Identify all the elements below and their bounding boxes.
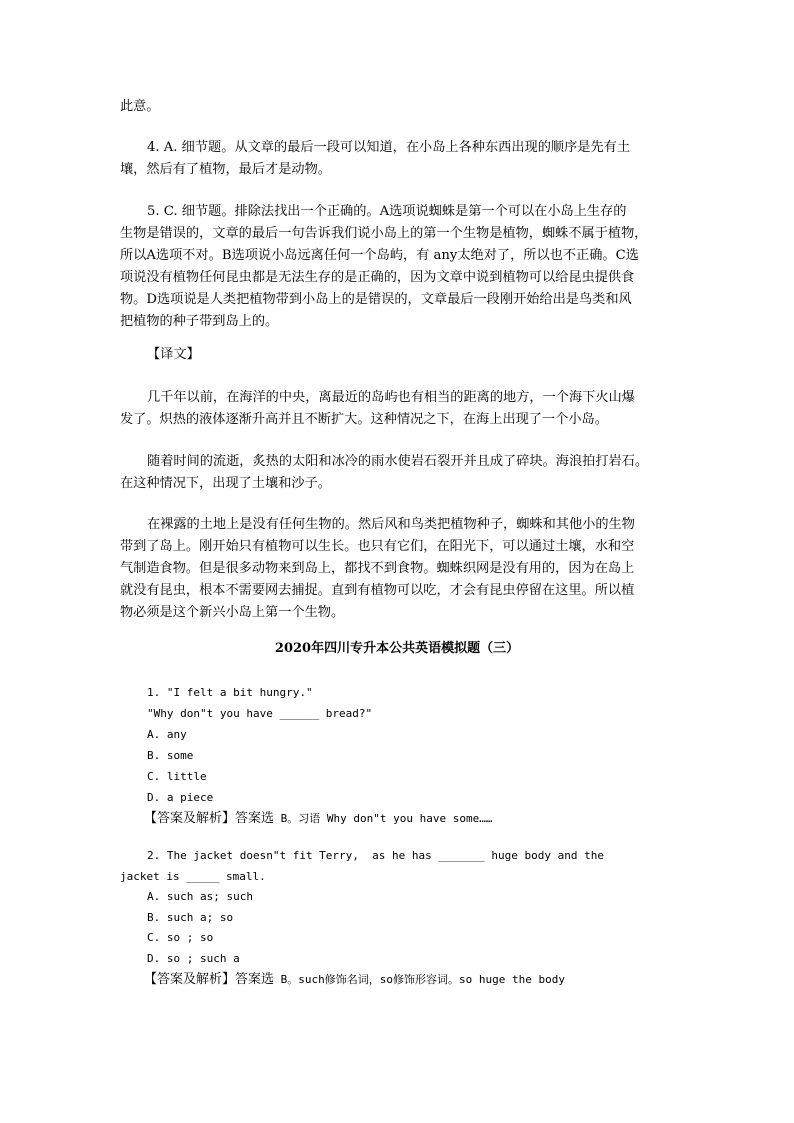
option-b: B. such a; so: [147, 910, 234, 924]
answer-label: 【答案及解析】答案选: [144, 811, 275, 826]
translation-paragraph-2: [120, 451, 676, 495]
option-a: A. any: [147, 728, 187, 741]
translation-line: 在裸露的土地上是没有任何生物的。然后风和鸟类把植物种子，蜘蛛和其他小的生物: [147, 517, 635, 532]
q5-line: 生物是错误的，文章的最后一句告诉我们说小岛上的第一个生物是植物，蜘蛛不属于植物，: [120, 226, 648, 241]
translation-line: 就没有昆虫，根本不需要网去捕捉。直到有植物可以吃，才会有昆虫停留在这里。所以植: [120, 583, 635, 598]
translation-line: 发了。炽热的液体逐渐升高并且不断扩大。这种情况之下，在海上出现了一个小岛。: [120, 412, 608, 427]
translation-line: 在这种情况下，出现了土壤和沙子。: [120, 476, 331, 491]
option-b: B. some: [147, 749, 194, 762]
question-stem: 2. The jacket doesn"t fit Terry, as he has _______ huge body and the: [147, 849, 604, 862]
answer-text: B。such修饰名词，so修饰形容词。so huge the body: [274, 973, 565, 986]
q5-line: 项说没有植物任何昆虫都是无法生存的是正确的，因为文章中说到植物可以给昆虫提供食: [120, 270, 635, 285]
explanation-q4: [120, 137, 676, 181]
option-d: D. a piece: [147, 791, 214, 804]
q5-line: 5. C. 细节题。排除法找出一个正确的。A选项说蜘蛛是第一个可以在小岛上生存的: [147, 204, 627, 219]
explanation-q5: [120, 201, 676, 333]
translation-paragraph-1: [120, 387, 676, 431]
question-1: [120, 682, 676, 829]
question-stem: 1. "I felt a bit hungry.": [147, 686, 313, 699]
option-c: C. so ; so: [147, 931, 214, 944]
option-c: C. little: [147, 770, 207, 783]
question-2: [120, 845, 676, 990]
translation-line: 随着时间的流逝，炙热的太阳和冰冷的雨水使岩石裂开并且成了碎块。海浪拍打岩石。: [147, 454, 649, 469]
q5-line: 把植物的种子带到岛上的。: [120, 314, 279, 329]
translation-line: 几千年以前，在海洋的中央，离最近的岛屿也有相当的距离的地方，一个海下火山爆: [147, 390, 635, 405]
q5-line: 所以A选项不对。B选项说小岛远离任何一个岛屿，有 any太绝对了，所以也不正确。C选: [120, 248, 639, 263]
translation-paragraph-3: [120, 514, 676, 624]
question-stem: jacket is _____ small.: [120, 870, 266, 883]
exam-title: 2020年四川专升本公共英语模拟题（三）: [274, 641, 520, 656]
option-d: D. so ; such a: [147, 951, 240, 965]
translation-heading: 【译文】: [147, 347, 200, 362]
translation-line: 气制造食物。但是很多动物来到岛上，都找不到食物。蜘蛛织网是没有用的，因为在岛上: [120, 561, 635, 576]
intro-tail: 此意。: [120, 99, 160, 114]
question-stem: "Why don"t you have ______ bread?": [147, 707, 373, 720]
translation-line: 物必须是这个新兴小岛上第一个生物。: [120, 605, 345, 620]
q4-line: 壤，然后有了植物，最后才是动物。: [120, 162, 331, 177]
answer-label: 【答案及解析】答案选: [144, 972, 275, 987]
option-a: A. such as; such: [147, 890, 253, 903]
answer-text: B。习语 Why don"t you have some……: [274, 812, 493, 825]
answer-explanation: [120, 808, 676, 829]
answer-explanation: [120, 969, 676, 990]
q4-line: 4. A. 细节题。从文章的最后一段可以知道，在小岛上各种东西出现的顺序是先有土: [147, 140, 631, 155]
q5-line: 物。D选项说是人类把植物带到小岛上的是错误的，文章最后一段刚开始给出是鸟类和风: [120, 292, 632, 307]
translation-line: 带到了岛上。刚开始只有植物可以生长。也只有它们，在阳光下，可以通过土壤，水和空: [120, 539, 635, 554]
